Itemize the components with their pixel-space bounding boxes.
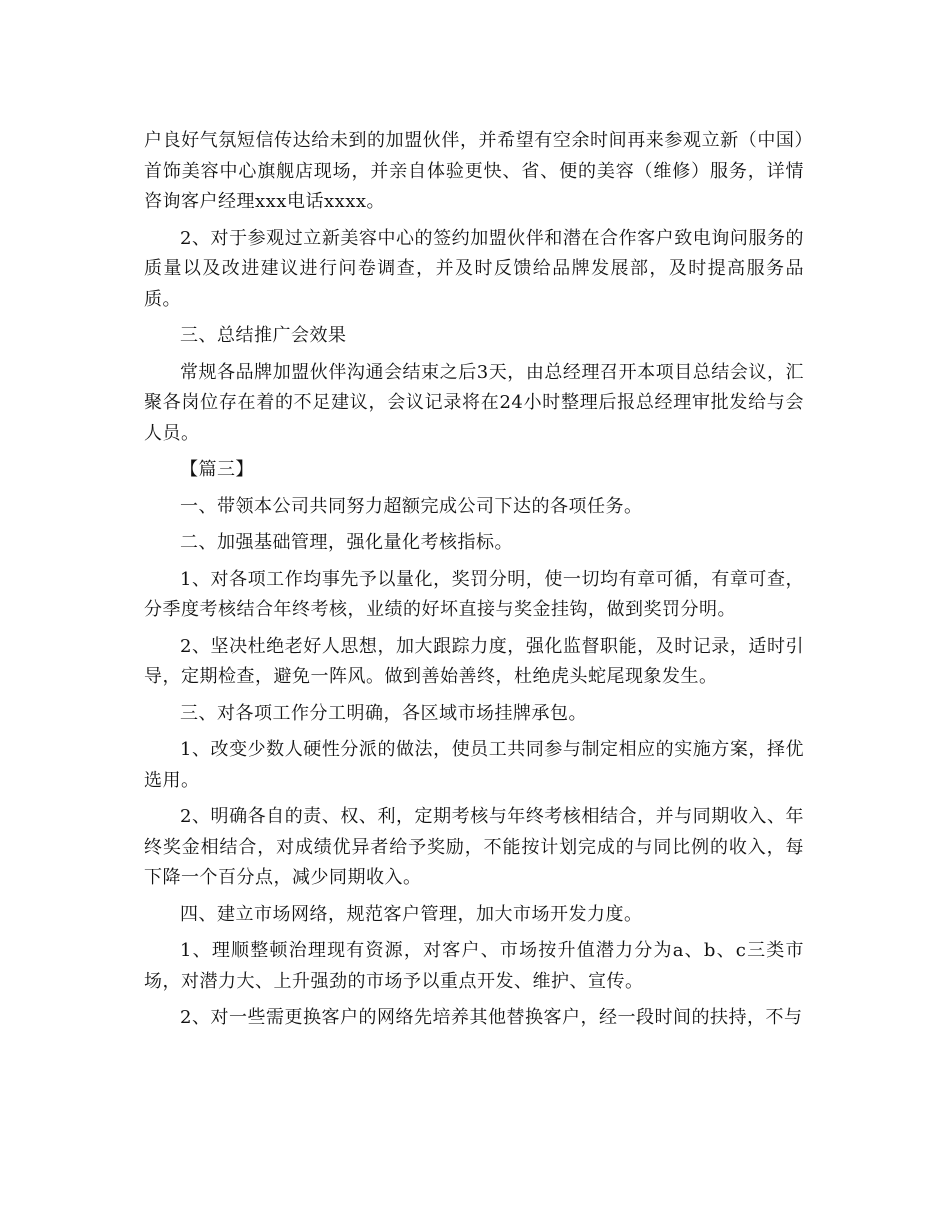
section-heading-summary: 三、总结推广会效果 <box>180 325 347 346</box>
paragraph-item-replacement: 2、对一些需更换客户的网络先培养其他替换客户，经一段时间的扶持，不与 <box>180 1007 803 1028</box>
paragraph-item-participation: 1、改变少数人硬性分派的做法，使员工共同参与制定相应的实施方案，择优选用。 <box>144 739 804 791</box>
paragraph-item-resources: 1、理顺整顿治理现有资源，对客户、市场按升值潜力分为a、b、c三类市场，对潜力大、上升强劲的市场予以重点开发、维护、宣传。 <box>144 940 804 992</box>
section-heading-lead-company: 一、带领本公司共同努力超额完成公司下达的各项任务。 <box>180 495 643 517</box>
paragraph-item-survey: 2、对于参观过立新美容中心的签约加盟伙伴和潜在合作客户致电询问服务的质量以及改进建议进行问卷调查，并及时反馈给品牌发展部，及时提高服务品质。 <box>144 227 804 310</box>
section-heading-division: 三、对各项工作分工明确，各区域市场挂牌承包。 <box>180 702 587 724</box>
section-heading-market-network: 四、建立市场网络，规范客户管理，加大市场开发力度。 <box>180 903 643 925</box>
paragraph-item-responsibility: 2、明确各自的责、权、利，定期考核与年终考核相结合，并与同期收入、年终奖金相结合，对成绩优异者给予奖励，不能按计划完成的与同比例的收入，每下降一个百分点，减少同期收入。 <box>144 806 804 888</box>
document-body <box>144 126 804 1034</box>
paragraph-continuation: 户良好气氛短信传达给未到的加盟伙伴，并希望有空余时间再来参观立新（中国）首饰美容中心旗舰店现场，并亲自体验更快、省、便的美容（维修）服务，详情咨询客户经理xxx电话xxxx。 <box>144 130 804 212</box>
paragraph-item-quantify: 1、对各项工作均事先予以量化，奖罚分明，使一切均有章可循，有章可查，分季度考核结合年终考核，业绩的好坏直接与奖金挂钩，做到奖罚分明。 <box>144 568 804 620</box>
paragraph-item-supervision: 2、坚决杜绝老好人思想，加大跟踪力度，强化监督职能，及时记录，适时引导，定期检查，避免一阵风。做到善始善终，杜绝虎头蛇尾现象发生。 <box>144 635 804 687</box>
section-heading-basic-management: 二、加强基础管理，强化量化考核指标。 <box>180 532 513 553</box>
paragraph-summary-meeting: 常规各品牌加盟伙伴沟通会结束之后3天，由总经理召开本项目总结会议，汇聚各岗位存在着的不足建议，会议记录将在24小时整理后报总经理审批发给与会人员。 <box>144 361 804 444</box>
chapter-heading-part-three: 【篇三】 <box>180 459 254 480</box>
